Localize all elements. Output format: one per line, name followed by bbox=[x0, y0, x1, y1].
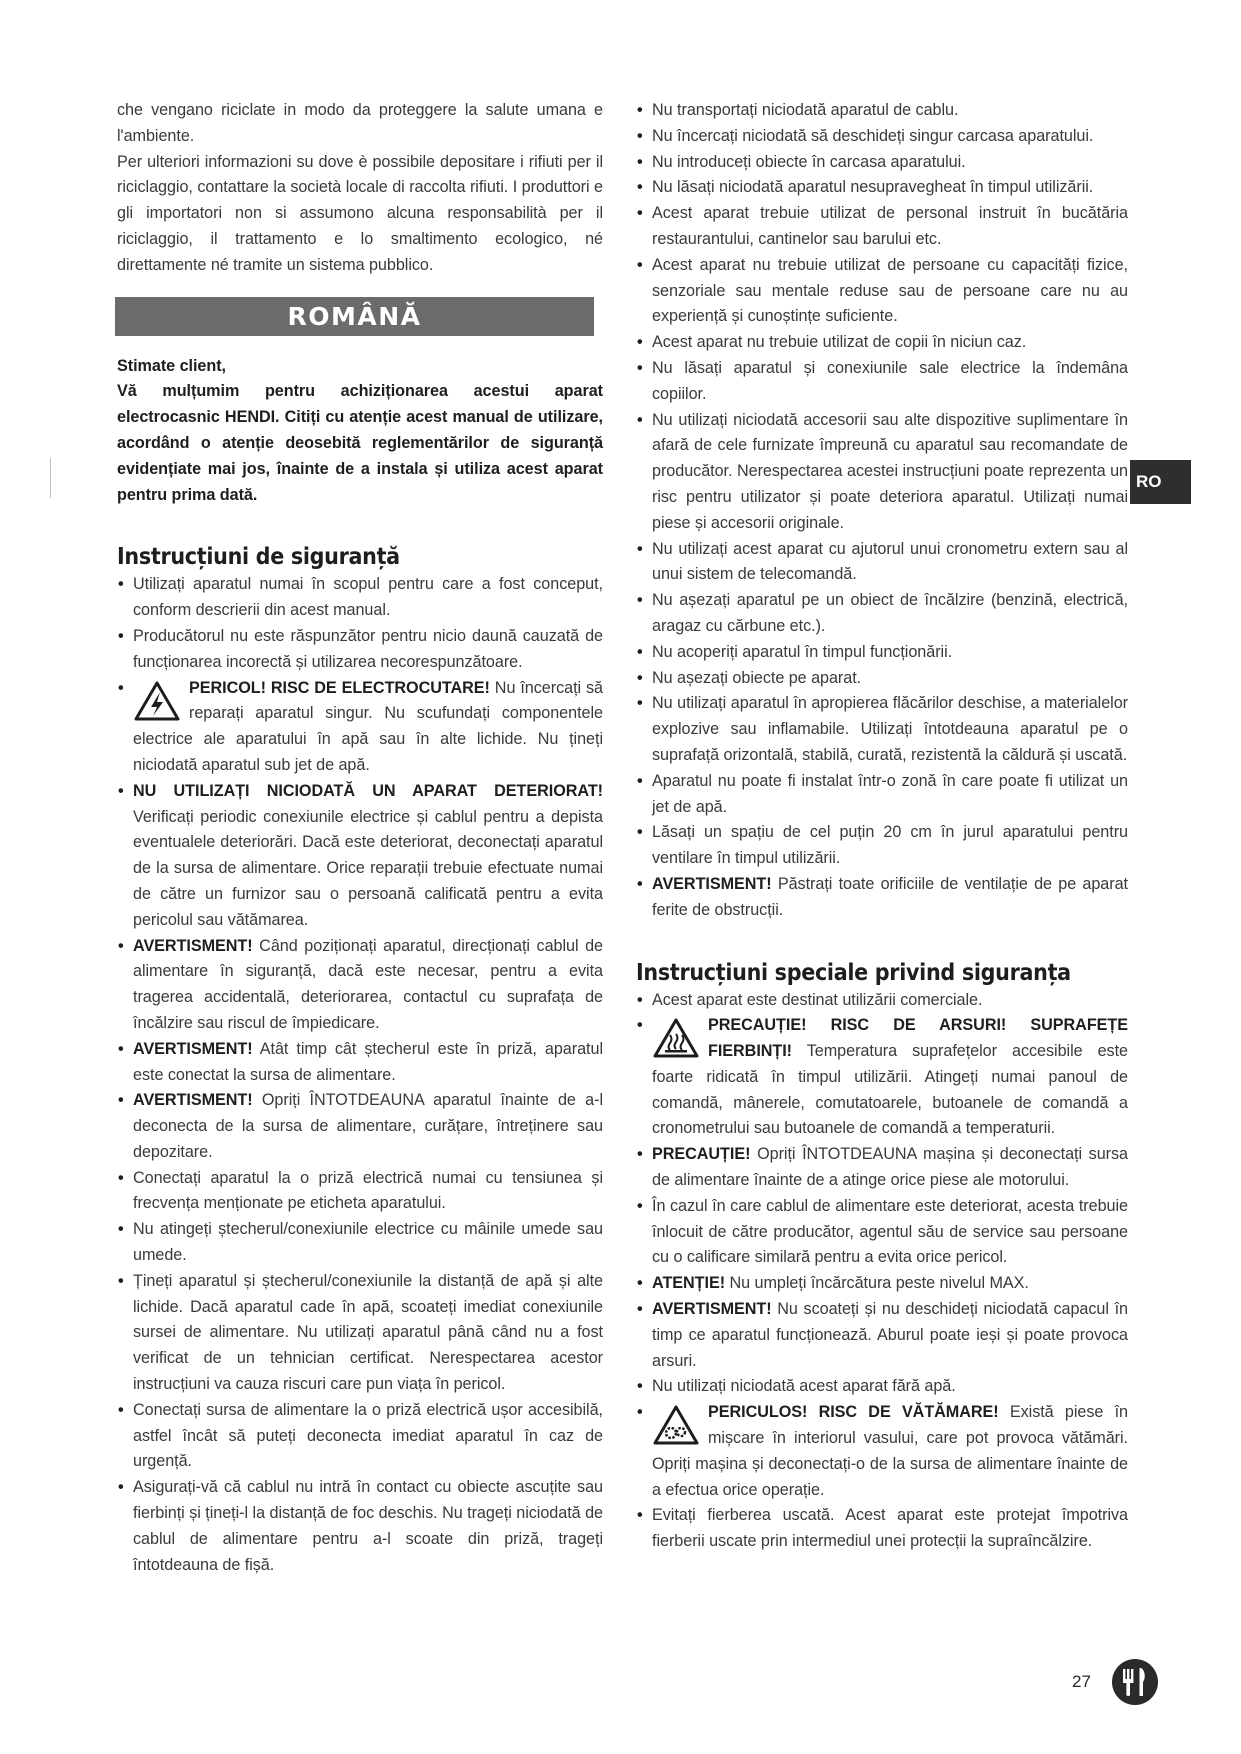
list-item: • Conectați sursa de alimentare la o priză electrică ușor accesibilă, astfel încât să puteți deconecta imediat aparatul în caz de urgență. bbox=[117, 1398, 603, 1475]
list-item: • PERICOL! RISC DE ELECTROCUTARE! Nu încercați să reparați aparatul singur. Nu scufundați componentele electrice ale aparatului în apă sau în alte lichide. Nu țineți niciodată aparatul sub jet de apă. bbox=[117, 676, 603, 779]
list-item: • Acest aparat nu trebuie utilizat de persoane cu capacități fizice, senzoriale sau mentale reduse sau de persoane care nu au experiență și cunoștințe suficiente. bbox=[636, 253, 1128, 330]
list-item: • Acest aparat este destinat utilizării comerciale. bbox=[636, 988, 1128, 1014]
safety-list bbox=[117, 572, 603, 1578]
list-item: • AVERTISMENT! Atât timp cât ștecherul este în priză, aparatul este conectat la sursa de alimentare. bbox=[117, 1037, 603, 1089]
list-item: • Nu lăsați aparatul și conexiunile sale electrice la îndemâna copiilor. bbox=[636, 356, 1128, 408]
list-item: • Nu utilizați niciodată acest aparat fără apă. bbox=[636, 1374, 1128, 1400]
list-item: • AVERTISMENT! Păstrați toate orificiile de ventilație de pe aparat ferite de obstrucții. bbox=[636, 872, 1128, 924]
list-item: • Conectați aparatul la o priză electrică numai cu tensiunea și frecvența menționate pe eticheta aparatului. bbox=[117, 1166, 603, 1218]
list-item: • ATENȚIE! Nu umpleți încărcătura peste nivelul MAX. bbox=[636, 1271, 1128, 1297]
greeting-body: Vă mulțumim pentru achiziționarea acestui aparat electrocasnic HENDI. Citiți cu atenție acest manual de utilizare, acordând o atenție deosebită reglementărilor de siguranță evidențiate mai jos, înainte de a instala și utiliza acest aparat pentru prima dată. bbox=[117, 382, 603, 504]
list-item: • Nu introduceți obiecte în carcasa aparatului. bbox=[636, 150, 1128, 176]
list-item: • PRECAUȚIE! Opriți ÎNTOTDEAUNA mașina și deconectați sursa de alimentare înainte de a atinge orice piese ale motorului. bbox=[636, 1142, 1128, 1194]
language-banner: ROMÂNĂ bbox=[115, 297, 594, 336]
cutlery-logo-icon bbox=[1111, 1658, 1159, 1706]
list-item: • Lăsați un spațiu de cel puțin 20 cm în jurul aparatului pentru ventilare în timpul utilizării. bbox=[636, 820, 1128, 872]
list-item: • AVERTISMENT! Când poziționați aparatul, direcționați cablul de alimentare în siguranță, dacă este necesar, pentru a evita tragerea accidentală, deteriorarea, contactul cu suprafața de încălzire sau riscul de împiedicare. bbox=[117, 934, 603, 1037]
list-item: • Asigurați-vă că cablul nu intră în contact cu obiecte ascuțite sau fierbinți și țineți-l la distanță de foc deschis. Nu trageți niciodată de cablul de alimentare pentru a-l scoate din priză, trageți întotdeauna de fișă. bbox=[117, 1475, 603, 1578]
list-item: • PRECAUȚIE! RISC DE ARSURI! SUPRAFEȚE FIERBINȚI! Temperatura suprafețelor accesibile este foarte ridicată în timpul utilizării. Atingeți numai panoul de comandă, mânerele, comutatoarele, butoanele de comandă a cronometrului sau butoanele de comandă a temperaturii. bbox=[636, 1013, 1128, 1142]
electric-shock-warning-icon bbox=[133, 680, 181, 722]
special-safety-list bbox=[636, 988, 1128, 1556]
list-item: • Nu utilizați acest aparat cu ajutorul unui cronometru extern sau al unui sistem de telecomandă. bbox=[636, 537, 1128, 589]
section-heading-safety: Instrucțiuni de siguranță bbox=[117, 544, 400, 571]
list-item: • Nu transportați niciodată aparatul de cablu. bbox=[636, 98, 1128, 124]
left-column bbox=[117, 98, 603, 1578]
list-item: • Nu lăsați niciodată aparatul nesupravegheat în timpul utilizării. bbox=[636, 175, 1128, 201]
language-side-tab: RO bbox=[1130, 460, 1191, 504]
list-item: • Nu atingeți ștecherul/conexiunile electrice cu mâinile umede sau umede. bbox=[117, 1217, 603, 1269]
list-item: • NU UTILIZAȚI NICIODATĂ UN APARAT DETERIORAT! Verificați periodic conexiunile electrice și cablul pentru a depista eventualele deteriorări. Dacă este deteriorat, deconectați aparatul de la sursa de alimentare. Orice reparații trebuie efectuate numai de către un furnizor sau o persoană calificată pentru a evita pericolul sau vătămarea. bbox=[117, 779, 603, 934]
list-item: • Nu utilizați aparatul în apropierea flăcărilor deschise, a materialelor explozive sau inflamabile. Utilizați întotdeauna aparatul pe o suprafață orizontală, stabilă, curată, rezistentă la căldură și uscată. bbox=[636, 691, 1128, 768]
greeting-title: Stimate client, bbox=[117, 356, 226, 375]
list-item: • Nu așezați obiecte pe aparat. bbox=[636, 666, 1128, 692]
list-item: • Acest aparat nu trebuie utilizat de copii în niciun caz. bbox=[636, 330, 1128, 356]
list-item: • Țineți aparatul și ștecherul/conexiunile la distanță de apă și alte lichide. Dacă aparatul cade în apă, scoateți imediat conexiunile sursei de alimentare. Nu utilizați aparatul până când nu a fost verificat de un tehnician certificat. Nerespectarea acestor instrucțiuni va cauza riscuri care pun viața în pericol. bbox=[117, 1269, 603, 1398]
list-item: • Nu utilizați niciodată accesorii sau alte dispozitive suplimentare în afară de cele furnizate împreună cu aparatul sau recomandate de producător. Nerespectarea acestei instrucțiuni poate reprezenta un risc pentru utilizator și poate deteriora aparatul. Utilizați numai piese și accesorii originale. bbox=[636, 408, 1128, 537]
list-item: • AVERTISMENT! Opriți ÎNTOTDEAUNA aparatul înainte de a-l deconecta de la sursa de alimentare, curățare, întreținere sau depozitare. bbox=[117, 1088, 603, 1165]
right-column bbox=[636, 98, 1128, 1555]
list-item: • Producătorul nu este răspunzător pentru nicio daună cauzată de funcționarea incorectă și utilizarea necorespunzătoare. bbox=[117, 624, 603, 676]
list-item: • Nu așezați aparatul pe un obiect de încălzire (benzină, electrică, aragaz cu cărbune etc.). bbox=[636, 588, 1128, 640]
page-number: 27 bbox=[1072, 1672, 1091, 1691]
list-item: • Aparatul nu poate fi instalat într-o zonă în care poate fi utilizat un jet de apă. bbox=[636, 769, 1128, 821]
intro-paragraph-1: che vengano riciclate in modo da proteggere la salute umana e l'ambiente. bbox=[117, 101, 603, 145]
list-item: • Utilizați aparatul numai în scopul pentru care a fost conceput, conform descrierii din acest manual. bbox=[117, 572, 603, 624]
intro-paragraph-2: Per ulteriori informazioni su dove è possibile depositare i rifiuti per il riciclaggio, contattare la società locale di raccolta rifiuti. I produttori e gli importatori non si assumono alcuna responsabilità per il riciclaggio, il trattamento e lo smaltimento ecologico, né direttamente né tramite un sistema pubblico. bbox=[117, 152, 603, 274]
safety-list-continued bbox=[636, 98, 1128, 924]
list-item: • Nu acoperiți aparatul în timpul funcționării. bbox=[636, 640, 1128, 666]
hot-surface-warning-icon bbox=[652, 1017, 700, 1059]
list-item: • Nu încercați niciodată să deschideți singur carcasa aparatului. bbox=[636, 124, 1128, 150]
list-item: • În cazul în care cablul de alimentare este deteriorat, acesta trebuie înlocuit de către producător, agentul său de service sau persoane cu o calificare similară pentru a evita orice pericol. bbox=[636, 1194, 1128, 1271]
list-item: • Acest aparat trebuie utilizat de personal instruit în bucătăria restaurantului, cantinelor sau barului etc. bbox=[636, 201, 1128, 253]
list-item: • PERICULOS! RISC DE VĂTĂMARE! Există piese în mișcare în interiorul vasului, care pot provoca vătămări. Opriți mașina și deconectați-o de la sursa de alimentare înainte de a efectua orice operație. bbox=[636, 1400, 1128, 1503]
list-item: • AVERTISMENT! Nu scoateți și nu deschideți niciodată capacul în timp ce aparatul funcționează. Aburul poate ieși și poate provoca arsuri. bbox=[636, 1297, 1128, 1374]
list-item: • Evitați fierberea uscată. Acest aparat este protejat împotriva fierberii uscate prin intermediul unei protecții la supraîncălzire. bbox=[636, 1503, 1128, 1555]
margin-rule bbox=[50, 458, 51, 498]
section-heading-special-safety: Instrucțiuni speciale privind siguranța bbox=[636, 959, 1071, 986]
moving-parts-warning-icon bbox=[652, 1404, 700, 1446]
